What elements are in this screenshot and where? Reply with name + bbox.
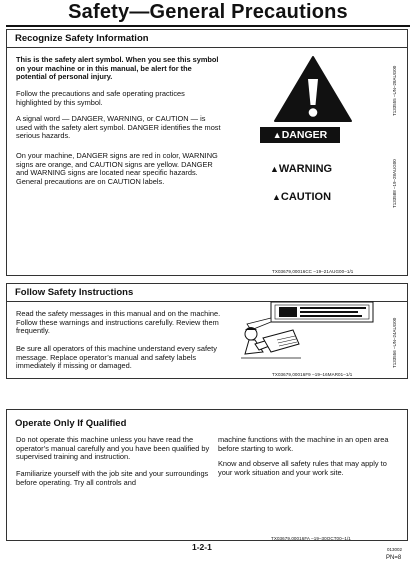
paragraph: Familiarize yourself with the job site and your surroundings before operating. Try all controls and bbox=[16, 469, 209, 487]
reference-code: TX03679,00016FA –19–30OCT00–1/1 bbox=[271, 536, 351, 541]
figure-code: T133555 –UN–28AUG00 bbox=[392, 65, 397, 116]
danger-label: ▲DANGER bbox=[260, 127, 340, 143]
alert-triangle-icon: ▲ bbox=[270, 164, 279, 174]
caution-label: ▲CAUTION bbox=[272, 191, 332, 203]
section-heading: Follow Safety Instructions bbox=[15, 287, 134, 298]
figure-code: T133556 –UN–24AUG00 bbox=[392, 317, 397, 368]
reference-code: TX03679,00016CC –19–21AUG00–1/1 bbox=[272, 269, 354, 274]
footer-date: 013002 bbox=[387, 547, 403, 552]
paragraph: machine functions with the machine in an open area before starting to work. bbox=[218, 435, 389, 453]
alert-triangle-icon: ▲ bbox=[272, 192, 281, 202]
section-recognize-safety bbox=[6, 29, 408, 276]
paragraph: On your machine, DANGER signs are red in color, WARNING signs are orange, and CAUTION signs are yellow. DANGER and WARNING signs are located near specific hazards. General precautions are on CAUTION labels. bbox=[16, 151, 218, 186]
paragraph: Do not operate this machine unless you have read the operator’s manual carefully and you have been qualified by supervised training and instruction. bbox=[16, 435, 210, 462]
paragraph: Read the safety messages in this manual and on the machine. Follow these warnings and instructions carefully. Review them frequently. bbox=[16, 309, 221, 336]
paragraph: Know and observe all safety rules that may apply to your work situation and your work site. bbox=[218, 459, 387, 477]
section-heading: Operate Only If Qualified bbox=[15, 418, 127, 429]
section-heading: Recognize Safety Information bbox=[15, 33, 149, 44]
section-divider bbox=[7, 47, 407, 48]
figure-code: T133588 –19–28AUG00 bbox=[392, 159, 397, 208]
paragraph: This is the safety alert symbol. When you see this symbol on your machine or in this manual, be alert for the potential of personal injury. bbox=[16, 55, 219, 82]
safety-alert-icon bbox=[273, 55, 353, 123]
operator-reading-manual-illustration bbox=[241, 300, 387, 362]
warning-label: ▲WARNING bbox=[270, 163, 333, 175]
section-follow-instructions bbox=[6, 283, 408, 379]
paragraph: A signal word — DANGER, WARNING, or CAUTION — is used with the safety alert symbol. DANGER identifies the most serious hazards. bbox=[16, 114, 221, 141]
section-operate-qualified bbox=[6, 409, 408, 541]
footer-pn: PN=8 bbox=[386, 555, 402, 561]
alert-triangle-icon: ▲ bbox=[272, 130, 282, 140]
paragraph: Be sure all operators of this machine understand every safety message. Replace operator’s manual and safety labels immediately if missing or damaged. bbox=[16, 344, 217, 371]
paragraph: Follow the precautions and safe operating practices highlighted by this symbol. bbox=[16, 89, 185, 107]
reference-code: TX03679,00016F9 –19–16MAR01–1/1 bbox=[272, 372, 353, 377]
page-title: Safety—General Precautions bbox=[68, 1, 348, 23]
page-number: 1-2-1 bbox=[192, 542, 212, 552]
title-divider bbox=[6, 25, 410, 27]
